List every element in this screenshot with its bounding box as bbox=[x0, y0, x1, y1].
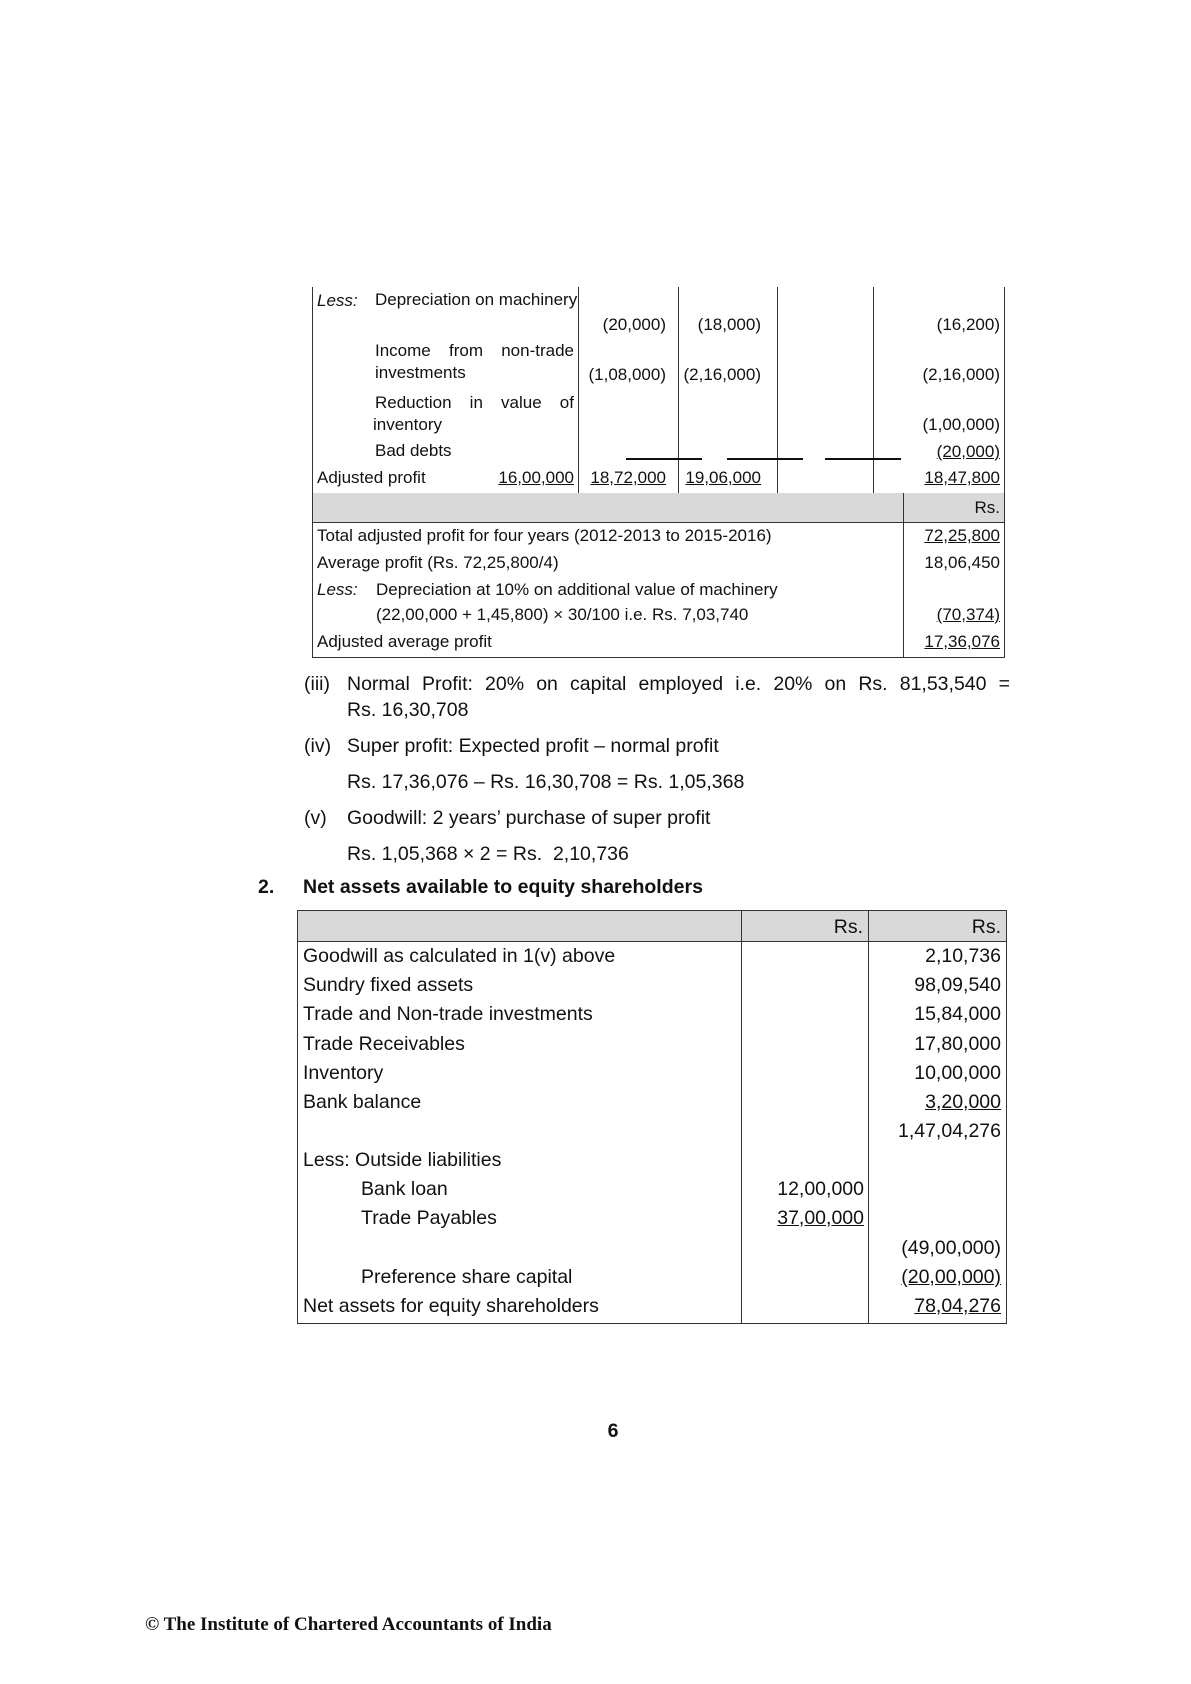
summary-value-total: 72,25,800 bbox=[924, 526, 1000, 545]
value-receivables: 17,80,000 bbox=[914, 1033, 1001, 1055]
row-label-reduction-line2: inventory bbox=[373, 415, 442, 434]
value-total-assets: 1,47,04,276 bbox=[897, 1120, 1001, 1142]
row-label-bad-debts: Bad debts bbox=[375, 441, 452, 460]
average-profit-table bbox=[312, 522, 1005, 658]
item-iii-line1: Normal Profit: 20% on capital employed i.e. 20% on Rs. 81,53,540 = bbox=[347, 673, 1010, 695]
less-label: Less: bbox=[317, 291, 358, 310]
row-label-inventory: Inventory bbox=[303, 1062, 384, 1084]
value-bank-balance: 3,20,000 bbox=[925, 1091, 1001, 1113]
column-divider bbox=[903, 493, 904, 522]
row-label-outside-liabilities: Less: Outside liabilities bbox=[303, 1149, 502, 1171]
depreciation-2014: (20,000) bbox=[602, 315, 666, 334]
summary-value-adjusted-average: 17,36,076 bbox=[924, 632, 1000, 651]
row-label-fixed-assets: Sundry fixed assets bbox=[303, 974, 474, 996]
column-divider bbox=[678, 287, 679, 493]
summary-label-adjusted-average: Adjusted average profit bbox=[317, 632, 492, 651]
page-number: 6 bbox=[607, 1420, 619, 1442]
total-rule bbox=[727, 458, 803, 460]
summary-value-average: 18,06,450 bbox=[924, 553, 1000, 572]
summary-value-depreciation: (70,374) bbox=[936, 605, 1000, 624]
summary-header-row bbox=[312, 493, 1005, 523]
adjusted-profit-2016: 18,47,800 bbox=[924, 468, 1000, 487]
item-v-line1: Goodwill: 2 years’ purchase of super profit bbox=[347, 807, 711, 829]
adjusted-profit-2015: 19,06,000 bbox=[685, 468, 761, 487]
value-total-liabilities: (49,00,000) bbox=[901, 1237, 1001, 1259]
total-rule bbox=[626, 458, 702, 460]
row-label-income-line2: investments bbox=[375, 363, 466, 382]
item-iv-line1: Super profit: Expected profit – normal profit bbox=[347, 735, 719, 757]
total-rule bbox=[825, 458, 901, 460]
item-iii-line2: Rs. 16,30,708 bbox=[347, 699, 469, 721]
summary-label-average: Average profit (Rs. 72,25,800/4) bbox=[317, 553, 559, 572]
income-2014: (1,08,000) bbox=[588, 365, 666, 384]
item-number-v: (v) bbox=[304, 807, 327, 829]
bad-debts-2016: (20,000) bbox=[936, 442, 1000, 461]
row-label-bank-loan: Bank loan bbox=[361, 1178, 448, 1200]
column-divider bbox=[868, 911, 869, 1323]
item-v-line2: Rs. 1,05,368 × 2 = Rs. 2,10,736 bbox=[347, 843, 629, 865]
income-2016: (2,16,000) bbox=[922, 365, 1000, 384]
income-2015: (2,16,000) bbox=[683, 365, 761, 384]
row-label-receivables: Trade Receivables bbox=[303, 1033, 465, 1055]
column-divider bbox=[903, 522, 904, 657]
header-rs-col2: Rs. bbox=[971, 916, 1001, 938]
row-label-preference-capital: Preference share capital bbox=[361, 1266, 573, 1288]
value-investments: 15,84,000 bbox=[914, 1003, 1001, 1025]
column-divider bbox=[741, 911, 742, 1323]
row-label-income-line1: Income from non-trade bbox=[375, 341, 574, 360]
row-label-depreciation: Depreciation on machinery bbox=[375, 290, 578, 309]
row-label-trade-payables: Trade Payables bbox=[361, 1207, 497, 1229]
row-label-reduction-line1: Reduction in value of bbox=[375, 393, 574, 412]
header-rs-col1: Rs. bbox=[833, 916, 863, 938]
section-number: 2. bbox=[258, 876, 275, 898]
row-label-adjusted-profit: Adjusted profit bbox=[317, 468, 426, 487]
net-assets-table bbox=[297, 910, 1007, 1324]
summary-label-depreciation-calc: (22,00,000 + 1,45,800) × 30/100 i.e. Rs. 7,03,740 bbox=[376, 605, 749, 624]
column-divider bbox=[578, 287, 579, 493]
item-number-iii: (iii) bbox=[304, 673, 330, 695]
value-goodwill: 2,10,736 bbox=[925, 945, 1001, 967]
value-bank-loan: 12,00,000 bbox=[777, 1178, 864, 1200]
row-label-investments: Trade and Non-trade investments bbox=[303, 1003, 593, 1025]
summary-label-depreciation: Depreciation at 10% on additional value of machinery bbox=[376, 580, 778, 599]
currency-header: Rs. bbox=[974, 498, 1000, 517]
column-divider bbox=[777, 287, 778, 493]
value-preference-capital: (20,00,000) bbox=[901, 1266, 1001, 1288]
row-label-goodwill: Goodwill as calculated in 1(v) above bbox=[303, 945, 616, 967]
row-label-bank-balance: Bank balance bbox=[303, 1091, 422, 1113]
adjusted-profit-table bbox=[312, 287, 1005, 494]
item-number-iv: (iv) bbox=[304, 735, 332, 757]
value-inventory: 10,00,000 bbox=[914, 1062, 1001, 1084]
adjusted-profit-2014: 18,72,000 bbox=[590, 468, 666, 487]
value-net-assets: 78,04,276 bbox=[914, 1295, 1001, 1317]
summary-less-label: Less: bbox=[317, 580, 358, 599]
depreciation-2015: (18,000) bbox=[697, 315, 761, 334]
column-divider bbox=[873, 287, 874, 493]
value-fixed-assets: 98,09,540 bbox=[914, 974, 1001, 996]
depreciation-2016: (16,200) bbox=[936, 315, 1000, 334]
adjusted-profit-2013: 16,00,000 bbox=[498, 468, 574, 487]
section-title: Net assets available to equity shareholders bbox=[303, 876, 703, 898]
value-trade-payables: 37,00,000 bbox=[777, 1207, 864, 1229]
summary-label-total: Total adjusted profit for four years (2012-2013 to 2015-2016) bbox=[317, 526, 772, 545]
row-label-net-assets: Net assets for equity shareholders bbox=[303, 1295, 599, 1317]
reduction-2016: (1,00,000) bbox=[922, 415, 1000, 434]
table-header-row bbox=[298, 911, 1006, 942]
footer-copyright: © The Institute of Chartered Accountants of India bbox=[145, 1614, 552, 1635]
item-iv-line2: Rs. 17,36,076 – Rs. 16,30,708 = Rs. 1,05,368 bbox=[347, 771, 745, 793]
